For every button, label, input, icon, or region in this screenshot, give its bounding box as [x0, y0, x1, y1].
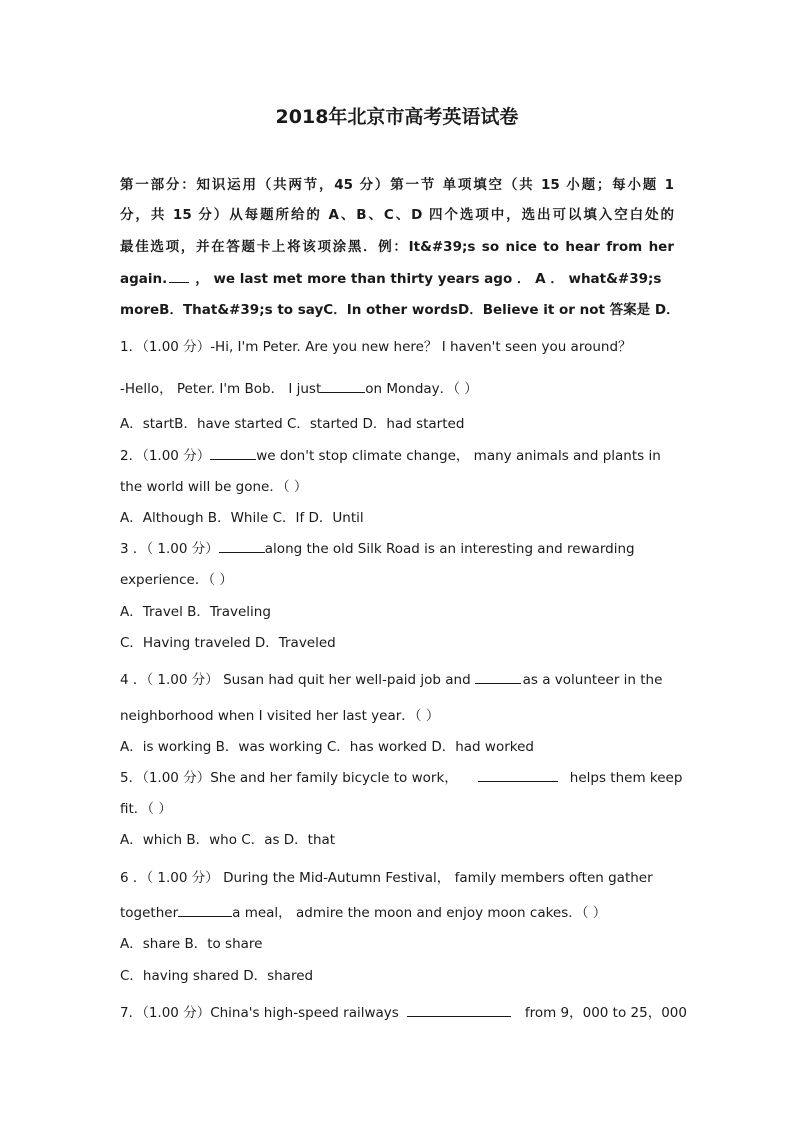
q6-stem-2-end: a meal， admire the moon and enjoy moon cakes．（ ）	[232, 905, 607, 921]
q1-stem: 1．（1.00 分）-Hi, I'm Peter. Are you new here？ I haven't seen you around？	[120, 339, 632, 355]
intro-line-1: 第一部分：知识运用（共两节，45 分）第一节 单项填空（共 15 小题；每小题 1	[120, 177, 674, 193]
q2-stem	[120, 446, 674, 466]
q6-stem: 6 ．（ 1.00 分） During the Mid-Autumn Festival， family members often gather	[120, 870, 653, 886]
q4-stem-2: neighborhood when I visited her last year．（ ）	[120, 708, 440, 724]
q4-options: A．is working B．was working C．has worked D．had worked	[120, 739, 534, 755]
q3-options-2: C．Having traveled D．Traveled	[120, 635, 336, 651]
intro-line-5: moreB．That&#39;s to sayC．In other wordsD．Believe it or not 答案是 D．	[120, 302, 680, 318]
q1-stem-2	[120, 379, 674, 399]
q4-blank	[475, 671, 521, 684]
q5-stem-2: fit．（ ）	[120, 801, 172, 817]
answer-blank	[169, 270, 189, 283]
q2-stem-end: we don't stop climate change， many animals and plants in	[256, 448, 661, 464]
q5-options: A．which B．who C．as D．that	[120, 832, 336, 848]
q3-blank	[219, 540, 265, 553]
q6-blank	[178, 904, 232, 917]
q7-stem-end: from 9，000 to 25，000	[524, 1005, 687, 1021]
q5-stem	[120, 768, 683, 788]
q2-options: A．Although B．While C．If D．Until	[120, 510, 364, 526]
q4-stem-end: as a volunteer in the	[522, 672, 663, 688]
q3-stem-start: 3 ．（ 1.00 分）	[120, 541, 219, 557]
q1-stem-2-end: on Monday．（ ）	[365, 381, 478, 397]
q7-stem	[120, 1003, 687, 1023]
page-title: 2018年北京市高考英语试卷	[275, 106, 519, 128]
q4-stem	[120, 670, 674, 690]
q2-stem-start: 2．（1.00 分）	[120, 448, 211, 464]
q3-stem-end: along the old Silk Road is an interesting and rewarding	[264, 541, 635, 557]
intro-line-4	[120, 269, 674, 289]
q2-blank	[210, 447, 256, 460]
intro-line-4-end: ， we last met more than thirty years ago ． A ． what&#39;s	[195, 271, 662, 287]
q6-stem-2-start: together	[120, 905, 179, 921]
q6-stem-2	[120, 903, 674, 923]
q3-stem	[120, 539, 674, 559]
q6-options-2: C．having shared D．shared	[120, 968, 314, 984]
intro-line-3: 最佳选项，并在答题卡上将该项涂黑．例：It&#39;s so nice to hear from her	[120, 239, 674, 255]
intro-line-2: 分，共 15 分）从每题所给的 A、B、C、D 四个选项中，选出可以填入空白处的	[120, 207, 674, 223]
q5-blank	[478, 769, 558, 782]
q1-blank	[321, 380, 365, 393]
q7-blank	[407, 1004, 511, 1017]
q6-options-1: A．share B．to share	[120, 936, 263, 952]
q3-stem-2: experience．（ ）	[120, 572, 233, 588]
q5-stem-end: helps them keep	[569, 770, 683, 786]
intro-line-4-start: again.	[120, 271, 168, 287]
q7-stem-start: 7．（1.00 分）China's high-speed railways	[120, 1005, 399, 1021]
q4-stem-start: 4 ．（ 1.00 分） Susan had quit her well-paid job and	[120, 672, 471, 688]
q3-options-1: A．Travel B．Traveling	[120, 604, 271, 620]
q1-options: A．startB．have started C．started D．had started	[120, 416, 465, 432]
q1-stem-2-start: -Hello， Peter. I'm Bob． I just	[120, 381, 322, 397]
q5-stem-start: 5．（1.00 分）She and her family bicycle to work，	[120, 770, 458, 786]
q2-stem-2: the world will be gone．（ ）	[120, 479, 308, 495]
